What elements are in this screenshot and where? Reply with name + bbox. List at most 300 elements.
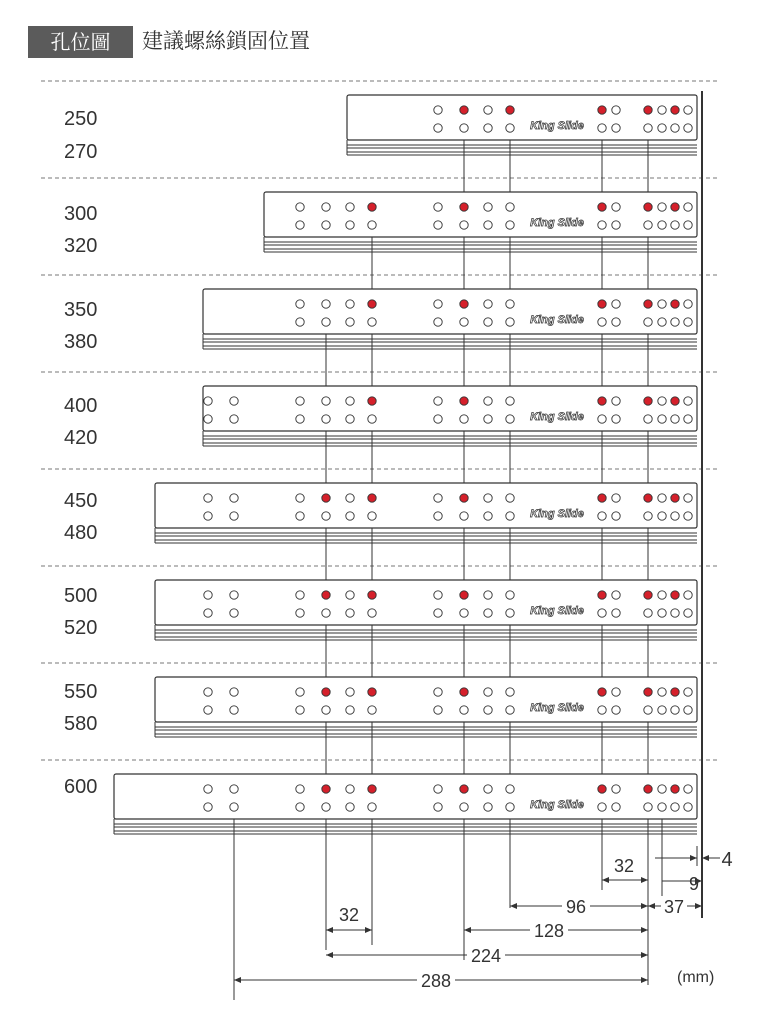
dimension-value: 4 xyxy=(721,849,733,871)
mounting-hole xyxy=(671,803,679,811)
dimension-value: 32 xyxy=(613,856,635,876)
mounting-hole xyxy=(434,203,442,211)
mounting-hole xyxy=(460,512,468,520)
mounting-hole-filled xyxy=(644,397,652,405)
mounting-hole xyxy=(671,512,679,520)
mounting-hole xyxy=(598,512,606,520)
mounting-hole xyxy=(658,512,666,520)
mounting-hole xyxy=(230,688,238,696)
mounting-hole xyxy=(434,494,442,502)
slide-row xyxy=(264,192,697,252)
mounting-hole-filled xyxy=(368,397,376,405)
mounting-hole xyxy=(346,397,354,405)
mounting-hole xyxy=(506,124,514,132)
dimension-arrow xyxy=(695,903,702,909)
dimension-arrow xyxy=(641,952,648,958)
mounting-hole xyxy=(296,609,304,617)
mounting-hole xyxy=(612,688,620,696)
mounting-hole xyxy=(484,803,492,811)
mounting-hole-filled xyxy=(671,785,679,793)
slide-row xyxy=(347,95,697,155)
mounting-hole xyxy=(322,318,330,326)
dimension-value: 96 xyxy=(565,897,587,917)
mounting-hole xyxy=(684,106,692,114)
mounting-hole xyxy=(346,221,354,229)
mounting-hole xyxy=(434,512,442,520)
mounting-hole-filled xyxy=(671,300,679,308)
mounting-hole xyxy=(230,415,238,423)
mounting-hole xyxy=(296,785,304,793)
mounting-hole xyxy=(506,318,514,326)
mounting-hole-filled xyxy=(322,494,330,502)
mounting-hole xyxy=(230,706,238,714)
mounting-hole xyxy=(684,397,692,405)
mounting-hole xyxy=(346,494,354,502)
mounting-hole xyxy=(506,512,514,520)
mounting-hole-filled xyxy=(322,688,330,696)
mounting-hole xyxy=(612,494,620,502)
mounting-hole xyxy=(434,106,442,114)
mounting-hole xyxy=(506,415,514,423)
mounting-hole xyxy=(204,494,212,502)
mounting-hole xyxy=(612,609,620,617)
dimension-arrow xyxy=(702,855,709,861)
mounting-hole xyxy=(598,706,606,714)
slide-row xyxy=(155,677,697,737)
mounting-hole xyxy=(484,512,492,520)
mounting-hole xyxy=(460,609,468,617)
mounting-hole xyxy=(434,300,442,308)
mounting-hole xyxy=(322,300,330,308)
mounting-hole xyxy=(322,803,330,811)
mounting-hole xyxy=(506,706,514,714)
brand-logo: King Slide xyxy=(530,411,584,423)
mounting-hole xyxy=(322,397,330,405)
mounting-hole xyxy=(612,124,620,132)
mounting-hole xyxy=(644,415,652,423)
mounting-hole xyxy=(484,494,492,502)
mounting-hole xyxy=(230,591,238,599)
dimension-arrow xyxy=(464,927,471,933)
mounting-hole xyxy=(346,803,354,811)
mounting-hole xyxy=(204,609,212,617)
dimension-arrow xyxy=(641,927,648,933)
dimension-arrow xyxy=(648,903,655,909)
mounting-hole xyxy=(484,415,492,423)
slide-row xyxy=(155,580,697,640)
mounting-hole xyxy=(658,318,666,326)
mounting-hole xyxy=(644,706,652,714)
brand-logo: King Slide xyxy=(530,799,584,811)
mounting-hole xyxy=(322,609,330,617)
mounting-hole xyxy=(460,221,468,229)
brand-logo: King Slide xyxy=(530,702,584,714)
dimension-value: 128 xyxy=(533,921,565,941)
mounting-hole xyxy=(644,221,652,229)
mounting-hole xyxy=(296,803,304,811)
mounting-hole xyxy=(204,785,212,793)
slide-row xyxy=(203,289,697,349)
brand-logo: King Slide xyxy=(530,605,584,617)
slide-body xyxy=(155,580,697,625)
dimension-arrow xyxy=(326,927,333,933)
mounting-hole xyxy=(658,609,666,617)
mounting-hole xyxy=(230,512,238,520)
mounting-hole xyxy=(671,221,679,229)
mounting-hole xyxy=(658,203,666,211)
mounting-hole-filled xyxy=(460,591,468,599)
row-label-top: 250 xyxy=(64,108,98,130)
mounting-hole xyxy=(684,803,692,811)
row-label-bottom: 420 xyxy=(64,427,98,449)
dimension-arrow xyxy=(326,952,333,958)
mounting-hole xyxy=(671,706,679,714)
page-title: 建議螺絲鎖固位置 xyxy=(142,29,310,53)
mounting-hole-filled xyxy=(460,494,468,502)
mounting-hole xyxy=(506,609,514,617)
mounting-hole xyxy=(684,203,692,211)
row-label-top: 600 xyxy=(64,776,98,798)
mounting-hole xyxy=(434,609,442,617)
mounting-hole xyxy=(484,591,492,599)
mounting-hole xyxy=(598,803,606,811)
mounting-hole xyxy=(346,609,354,617)
mounting-hole-filled xyxy=(460,106,468,114)
mounting-hole xyxy=(658,803,666,811)
mounting-hole-filled xyxy=(671,494,679,502)
mounting-hole xyxy=(612,221,620,229)
mounting-hole xyxy=(434,803,442,811)
mounting-hole xyxy=(434,415,442,423)
mounting-hole xyxy=(346,203,354,211)
mounting-hole xyxy=(484,124,492,132)
brand-logo: King Slide xyxy=(530,508,584,520)
mounting-hole xyxy=(684,609,692,617)
mounting-hole xyxy=(684,124,692,132)
mounting-hole xyxy=(684,415,692,423)
mounting-hole xyxy=(296,494,304,502)
mounting-hole xyxy=(612,785,620,793)
dimension-arrow xyxy=(641,977,648,983)
mounting-hole xyxy=(658,221,666,229)
mounting-hole-filled xyxy=(644,106,652,114)
mounting-hole xyxy=(484,706,492,714)
mounting-hole xyxy=(230,803,238,811)
mounting-hole-filled xyxy=(460,300,468,308)
mounting-hole xyxy=(484,221,492,229)
mounting-hole xyxy=(296,688,304,696)
mounting-hole xyxy=(346,300,354,308)
mounting-hole-filled xyxy=(598,785,606,793)
mounting-hole xyxy=(484,785,492,793)
mounting-hole xyxy=(644,318,652,326)
row-label-top: 550 xyxy=(64,681,98,703)
mounting-hole xyxy=(658,785,666,793)
mounting-hole xyxy=(296,318,304,326)
slide-body xyxy=(203,386,697,431)
mounting-hole xyxy=(684,318,692,326)
brand-logo: King Slide xyxy=(530,120,584,132)
mounting-hole-filled xyxy=(644,785,652,793)
mounting-hole xyxy=(368,318,376,326)
mounting-hole xyxy=(230,609,238,617)
mounting-hole xyxy=(671,124,679,132)
row-label-bottom: 520 xyxy=(64,617,98,639)
dimension-arrow xyxy=(510,903,517,909)
mounting-hole xyxy=(204,397,212,405)
mounting-hole-filled xyxy=(671,106,679,114)
mounting-hole-filled xyxy=(368,203,376,211)
mounting-hole-filled xyxy=(644,591,652,599)
mounting-hole xyxy=(506,688,514,696)
mounting-hole xyxy=(204,415,212,423)
mounting-hole xyxy=(322,512,330,520)
row-label-top: 350 xyxy=(64,299,98,321)
mounting-hole xyxy=(644,124,652,132)
mounting-hole-filled xyxy=(598,300,606,308)
mounting-hole xyxy=(684,300,692,308)
mounting-hole xyxy=(506,300,514,308)
mounting-hole xyxy=(612,415,620,423)
mounting-hole xyxy=(612,591,620,599)
mounting-hole xyxy=(658,688,666,696)
row-label-bottom: 580 xyxy=(64,713,98,735)
mounting-hole-filled xyxy=(368,591,376,599)
mounting-hole-filled xyxy=(598,106,606,114)
brand-logo: King Slide xyxy=(530,314,584,326)
mounting-hole xyxy=(368,415,376,423)
slide-body xyxy=(155,677,697,722)
mounting-hole xyxy=(296,300,304,308)
mounting-hole xyxy=(434,591,442,599)
mounting-hole xyxy=(434,706,442,714)
row-label-top: 400 xyxy=(64,395,98,417)
row-label-bottom: 270 xyxy=(64,141,98,163)
slide-body xyxy=(155,483,697,528)
dimension-value: 32 xyxy=(338,905,360,925)
mounting-hole xyxy=(368,609,376,617)
mounting-hole-filled xyxy=(598,688,606,696)
mounting-hole xyxy=(204,591,212,599)
mounting-hole xyxy=(368,803,376,811)
mounting-hole xyxy=(671,415,679,423)
mounting-hole-filled xyxy=(671,688,679,696)
mounting-hole xyxy=(506,785,514,793)
slide-body xyxy=(203,289,697,334)
mounting-hole-filled xyxy=(368,494,376,502)
mounting-hole xyxy=(346,785,354,793)
mounting-hole xyxy=(346,706,354,714)
mounting-hole xyxy=(434,397,442,405)
mounting-hole xyxy=(684,688,692,696)
dimension-value: 288 xyxy=(420,971,452,991)
mounting-hole xyxy=(460,415,468,423)
mounting-hole xyxy=(484,609,492,617)
mounting-hole-filled xyxy=(598,591,606,599)
mounting-hole xyxy=(322,221,330,229)
mounting-hole xyxy=(296,415,304,423)
mounting-hole xyxy=(296,591,304,599)
mounting-hole xyxy=(658,106,666,114)
mounting-hole xyxy=(658,397,666,405)
slide-body xyxy=(264,192,697,237)
mounting-hole xyxy=(322,203,330,211)
mounting-hole xyxy=(612,106,620,114)
mounting-hole xyxy=(598,124,606,132)
brand-logo: King Slide xyxy=(530,217,584,229)
row-label-top: 500 xyxy=(64,585,98,607)
mounting-hole xyxy=(296,203,304,211)
slide-row xyxy=(155,483,697,543)
slide-body xyxy=(114,774,697,819)
mounting-hole xyxy=(434,785,442,793)
mounting-hole xyxy=(204,706,212,714)
dimension-arrow xyxy=(641,877,648,883)
mounting-hole xyxy=(684,494,692,502)
mounting-hole xyxy=(612,803,620,811)
mounting-hole xyxy=(658,124,666,132)
mounting-hole xyxy=(484,106,492,114)
mounting-hole xyxy=(434,318,442,326)
mounting-hole xyxy=(484,203,492,211)
mounting-hole xyxy=(368,221,376,229)
mounting-hole xyxy=(598,609,606,617)
mounting-hole xyxy=(322,415,330,423)
slide-row xyxy=(114,774,697,834)
mounting-hole xyxy=(484,300,492,308)
mounting-hole xyxy=(612,300,620,308)
dimension-value: 9 xyxy=(688,874,700,894)
mounting-hole xyxy=(644,803,652,811)
mounting-hole xyxy=(230,785,238,793)
mounting-hole xyxy=(204,803,212,811)
row-label-bottom: 480 xyxy=(64,522,98,544)
mounting-hole xyxy=(684,706,692,714)
mounting-hole xyxy=(684,221,692,229)
mounting-hole xyxy=(506,397,514,405)
mounting-hole xyxy=(460,318,468,326)
mounting-hole xyxy=(598,318,606,326)
mounting-hole xyxy=(230,494,238,502)
dimension-arrow xyxy=(602,877,609,883)
mounting-hole xyxy=(506,221,514,229)
mounting-hole xyxy=(460,124,468,132)
mounting-hole-filled xyxy=(368,688,376,696)
mounting-hole xyxy=(658,706,666,714)
mounting-hole xyxy=(296,221,304,229)
mounting-hole xyxy=(506,494,514,502)
mounting-hole xyxy=(296,706,304,714)
mounting-hole xyxy=(204,688,212,696)
mounting-hole xyxy=(658,300,666,308)
mounting-hole xyxy=(684,512,692,520)
mounting-hole-filled xyxy=(322,591,330,599)
mounting-hole-filled xyxy=(644,300,652,308)
mounting-hole xyxy=(484,688,492,696)
mounting-hole xyxy=(598,221,606,229)
mounting-hole-filled xyxy=(460,397,468,405)
mounting-hole xyxy=(434,124,442,132)
mounting-hole xyxy=(460,706,468,714)
slide-row xyxy=(203,386,697,446)
mounting-hole xyxy=(434,221,442,229)
mounting-hole-filled xyxy=(460,785,468,793)
mounting-hole xyxy=(230,397,238,405)
mounting-hole xyxy=(346,415,354,423)
mounting-hole xyxy=(684,785,692,793)
dimension-arrow xyxy=(641,903,648,909)
mounting-hole xyxy=(506,591,514,599)
mounting-hole-filled xyxy=(644,494,652,502)
mounting-hole xyxy=(644,512,652,520)
mounting-hole xyxy=(658,494,666,502)
section-tag: 孔位圖 xyxy=(28,26,133,58)
mounting-hole xyxy=(658,415,666,423)
mounting-hole-filled xyxy=(598,494,606,502)
mounting-hole xyxy=(296,512,304,520)
mounting-hole xyxy=(346,688,354,696)
mounting-hole-filled xyxy=(368,785,376,793)
mounting-hole xyxy=(368,512,376,520)
row-label-bottom: 380 xyxy=(64,331,98,353)
mounting-hole-filled xyxy=(644,688,652,696)
unit-label: (mm) xyxy=(677,969,715,986)
mounting-hole-filled xyxy=(598,203,606,211)
mounting-hole xyxy=(644,609,652,617)
dimension-arrow xyxy=(234,977,241,983)
row-label-top: 450 xyxy=(64,490,98,512)
mounting-hole-filled xyxy=(322,785,330,793)
mounting-hole xyxy=(368,706,376,714)
mounting-hole-filled xyxy=(598,397,606,405)
mounting-hole xyxy=(671,609,679,617)
mounting-hole xyxy=(612,706,620,714)
slide-body xyxy=(347,95,697,140)
mounting-hole xyxy=(671,318,679,326)
mounting-hole xyxy=(204,512,212,520)
mounting-hole-filled xyxy=(671,591,679,599)
mounting-hole xyxy=(684,591,692,599)
mounting-hole xyxy=(296,397,304,405)
mounting-hole xyxy=(322,706,330,714)
mounting-hole xyxy=(506,803,514,811)
dimension-arrow xyxy=(365,927,372,933)
mounting-hole xyxy=(484,318,492,326)
mounting-hole xyxy=(612,397,620,405)
dimension-value: 37 xyxy=(663,897,685,917)
dimension-arrow xyxy=(690,855,697,861)
mounting-hole xyxy=(612,512,620,520)
row-label-bottom: 320 xyxy=(64,235,98,257)
mounting-hole-filled xyxy=(671,203,679,211)
mounting-hole xyxy=(460,803,468,811)
mounting-hole xyxy=(658,591,666,599)
mounting-hole xyxy=(598,415,606,423)
mounting-hole xyxy=(484,397,492,405)
mounting-hole xyxy=(346,318,354,326)
dimension-value: 224 xyxy=(470,946,502,966)
mounting-hole-filled xyxy=(460,688,468,696)
mounting-hole xyxy=(506,203,514,211)
mounting-hole xyxy=(346,512,354,520)
mounting-hole-filled xyxy=(460,203,468,211)
mounting-hole xyxy=(346,591,354,599)
mounting-hole-filled xyxy=(506,106,514,114)
mounting-hole xyxy=(434,688,442,696)
mounting-hole-filled xyxy=(644,203,652,211)
mounting-hole-filled xyxy=(671,397,679,405)
mounting-hole xyxy=(612,203,620,211)
